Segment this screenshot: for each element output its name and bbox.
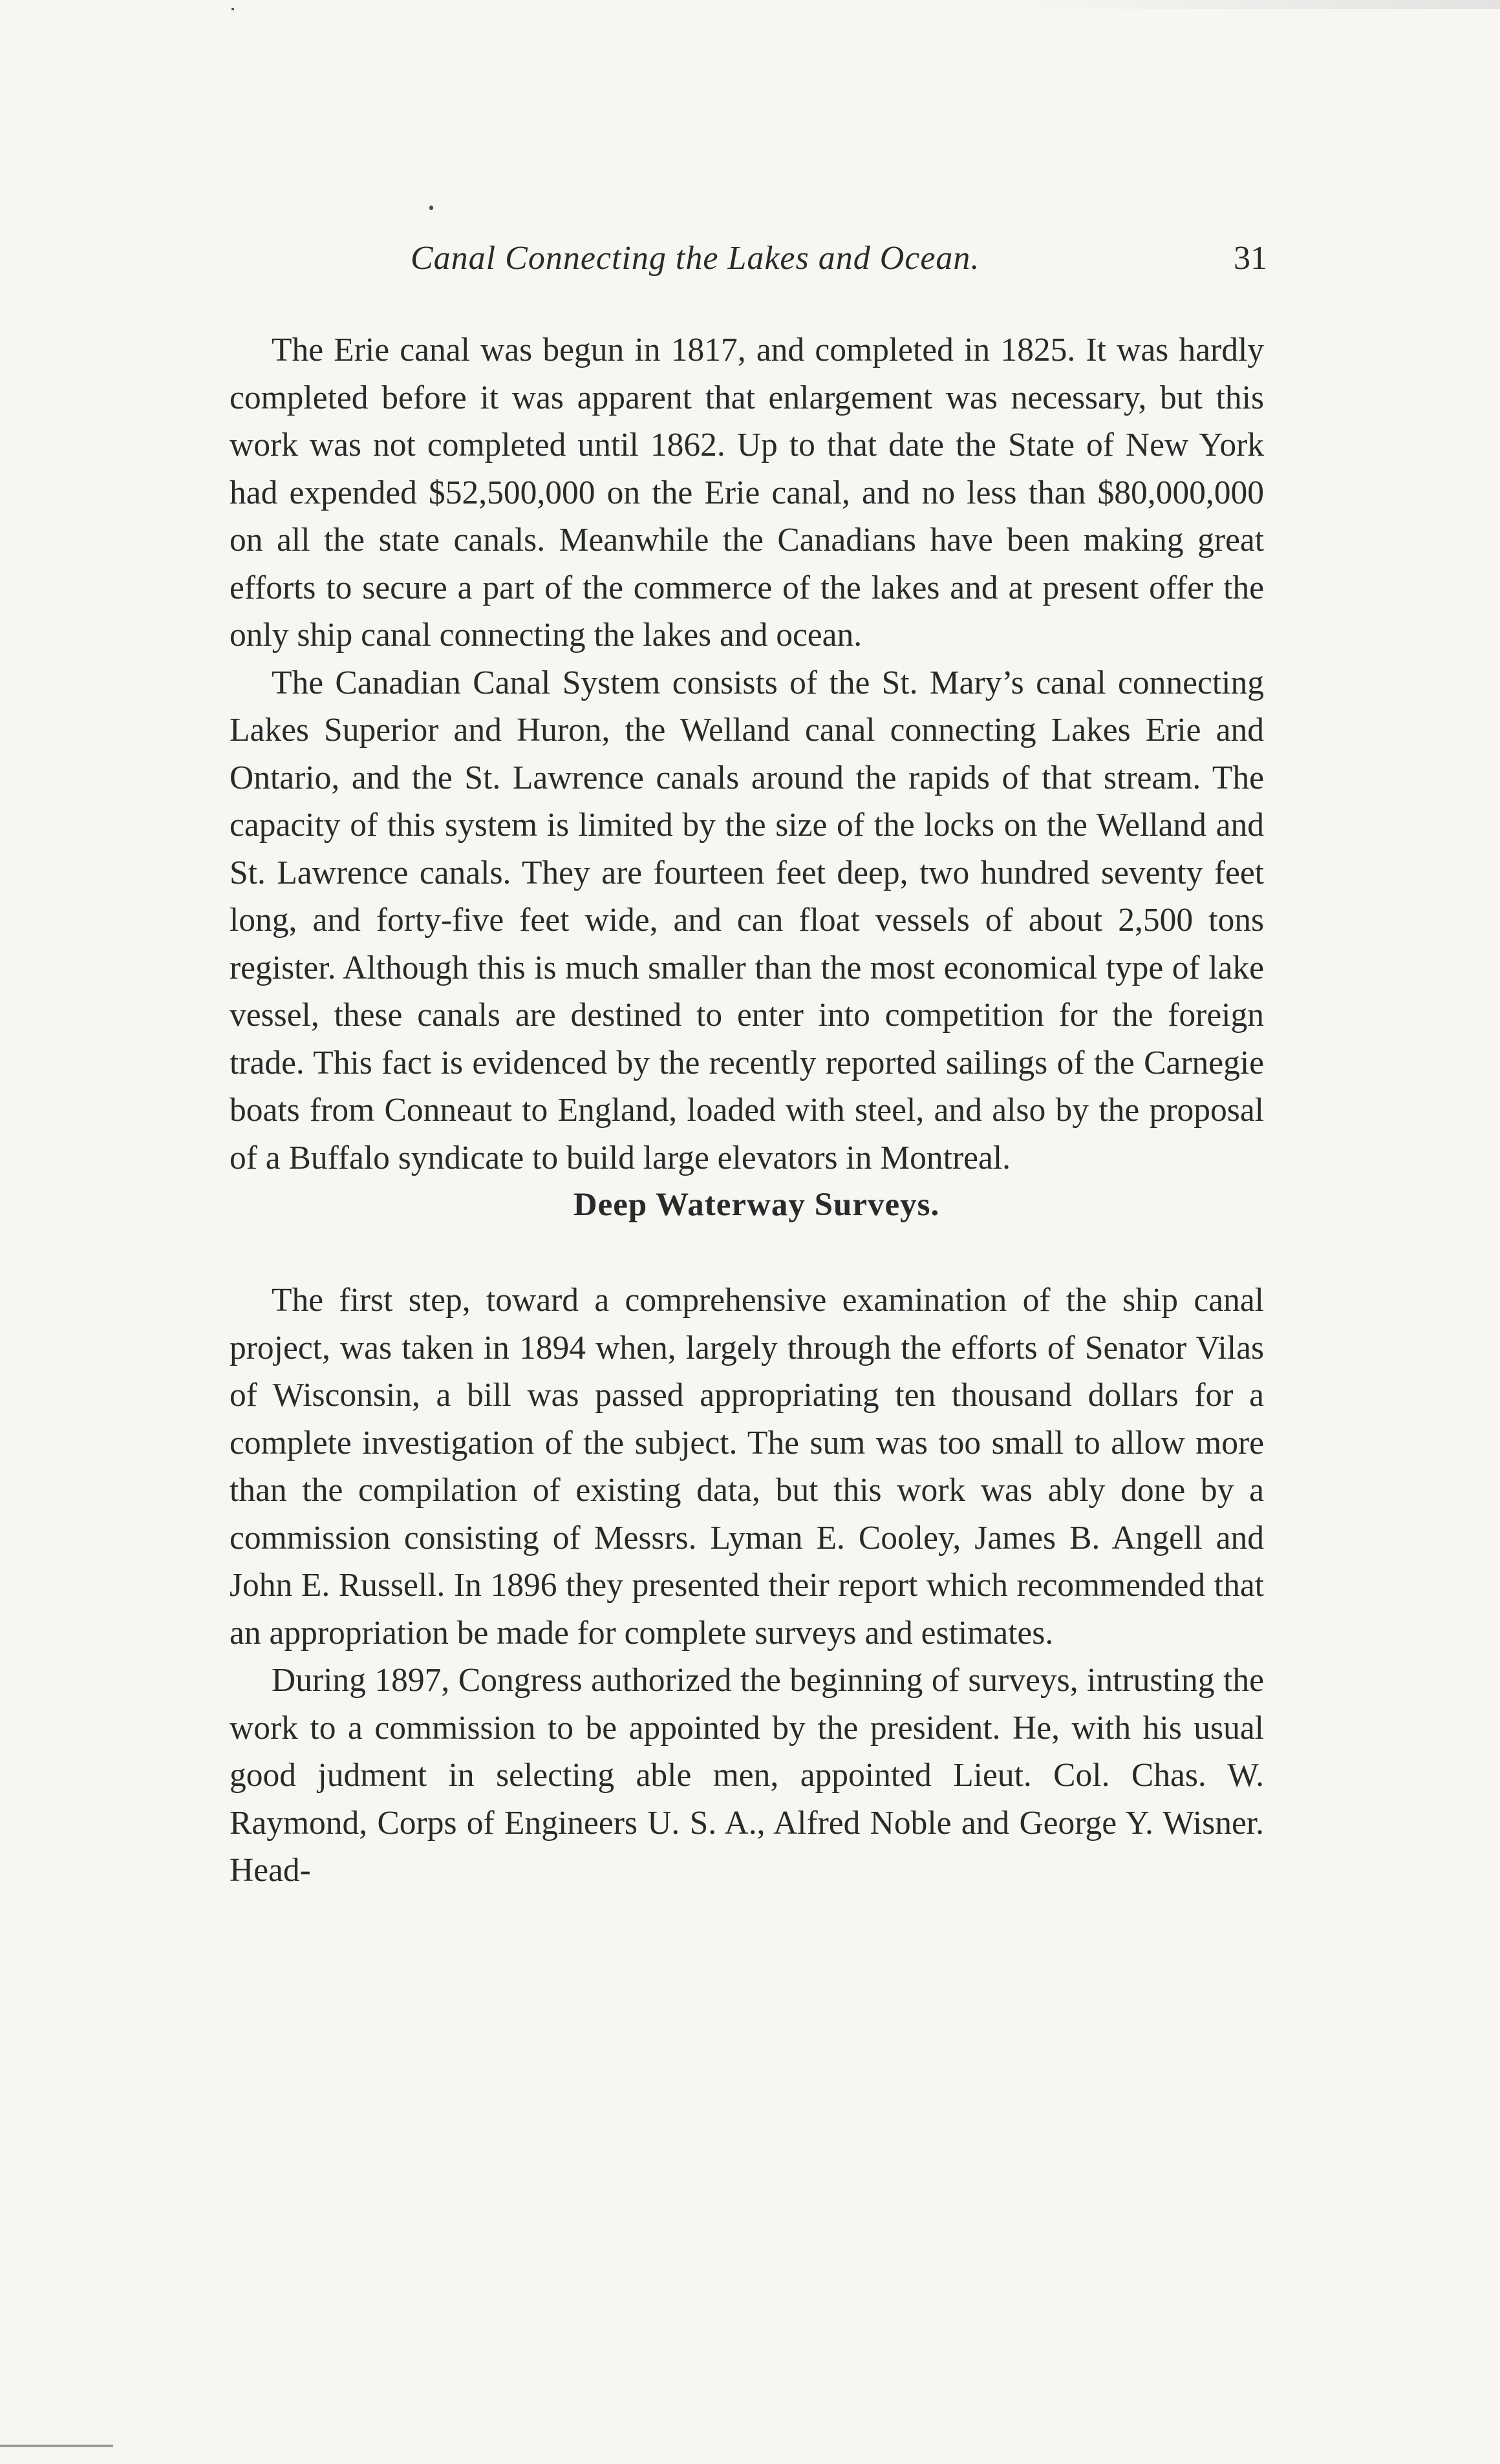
- paragraph-erie-canal: The Erie canal was begun in 1817, and completed in 1825. It was hardly completed before it was apparent that enlargement was necessary, but this work was not completed until 1862. Up to that date the State of New York had expended $52,500,000 on the Erie canal, and no less than $80,000,000 on all the state canals. Meanwhile the Canadians have been making great efforts to secure a part of the commerce of the lakes and at present offer the only ship canal connecting the lakes and ocean.: [230, 332, 1264, 653]
- scan-bottom-edge: [0, 2445, 113, 2447]
- paragraph-canadian-canal-system: The Canadian Canal System consists of the St. Mary’s canal connecting Lakes Superior and Huron, the Welland canal connecting Lakes Erie and Ontario, and the St. Lawrence canals around the rapids of that stream. The capacity of this system is limited by the size of the locks on the Welland and St. Lawrence canals. They are fourteen feet deep, two hundred seventy feet long, and forty-five feet wide, and can float vessels of about 2,500 tons register. Although this is much smaller than the most economical type of lake vessel, these canals are destined to enter into competition for the foreign trade. This fact is evidenced by the recently reported sailings of the Carnegie boats from Conneaut to England, loaded with steel, and also by the proposal of a Buffalo syndicate to build large elevators in Montreal.: [230, 664, 1264, 1176]
- body-text: [230, 326, 1264, 1895]
- scan-speck: [429, 206, 433, 210]
- scan-edge-noise: [1009, 0, 1500, 9]
- running-title: Canal Connecting the Lakes and Ocean.: [411, 240, 980, 277]
- paragraph-first-step: The first step, toward a comprehensive examination of the ship canal project, was taken in 1894 when, largely through the efforts of Senator Vilas of Wisconsin, a bill was passed appropriating ten thousand dollars for a complete investigation of the subject. The sum was too small to allow more than the compilation of existing data, but this work was ably done by a commission consisting of Messrs. Lyman E. Cooley, James B. Angell and John E. Russell. In 1896 they presented their report which recommended that an appropriation be made for complete surveys and estimates.: [230, 1282, 1264, 1652]
- page-number: 31: [1234, 240, 1267, 277]
- paragraph-congress-surveys: During 1897, Congress authorized the beginning of surveys, intrusting the work to a commission to be appointed by the president. He, with his usual good judment in selecting able men, appointed Lieut. Col. Chas. W. Raymond, Corps of Engineers U. S. A., Alfred Noble and George Y. Wisner. Head-: [230, 1662, 1264, 1889]
- scan-speck: [231, 8, 234, 10]
- running-header: [230, 239, 1267, 297]
- section-heading: Deep Waterway Surveys.: [573, 1187, 940, 1223]
